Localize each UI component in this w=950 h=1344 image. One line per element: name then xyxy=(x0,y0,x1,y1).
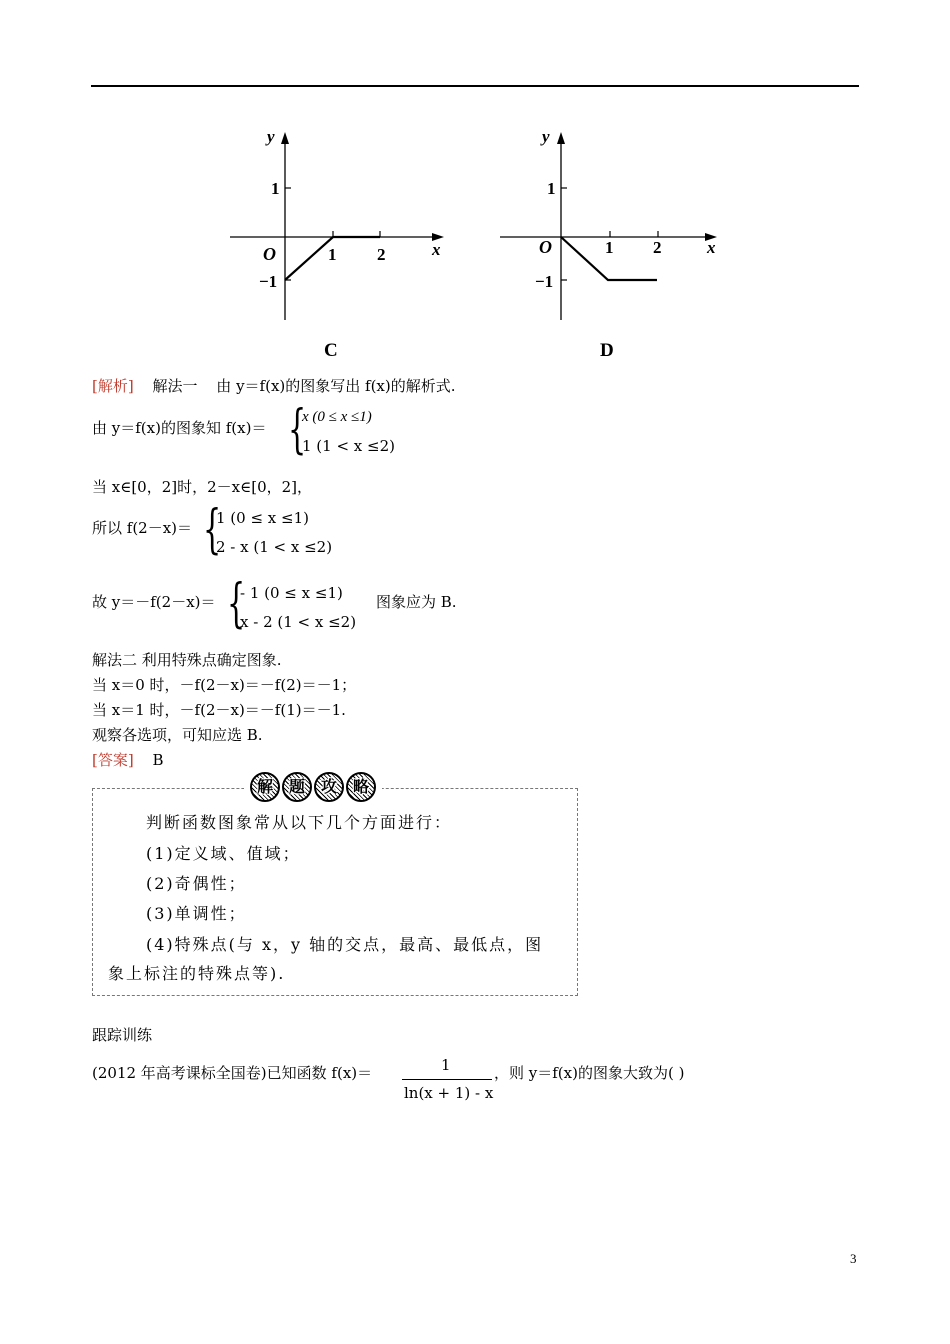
tips-title-char: 解 xyxy=(250,772,280,802)
answer-tag: [答案] xyxy=(92,751,134,769)
tick-y-pos: 1 xyxy=(271,179,280,198)
y-case1: - 1 (0 ≤ x ≤1) xyxy=(240,584,343,602)
method2-line1: 当 x＝0 时，－f(2－x)＝－f(2)＝－1； xyxy=(92,676,357,694)
fx-definition-prefix: 由 y＝f(x)的图象知 f(x)＝ xyxy=(92,419,267,437)
tips-item4: (4)特殊点(与 x，y 轴的交点，最高、最低点，图 xyxy=(146,935,544,954)
answer-line xyxy=(92,750,164,770)
question-prefix: (2012 年高考课标全国卷)已知函数 f(x)＝ xyxy=(92,1064,373,1082)
method1-title: 解法一 xyxy=(152,377,198,395)
graph-d-label: D xyxy=(600,340,614,361)
tick-x2: 2 xyxy=(377,245,386,264)
tick-x2: 2 xyxy=(653,238,662,257)
analysis-line1 xyxy=(92,376,456,396)
tips-item4-cont: 象上标注的特殊点等). xyxy=(108,964,286,983)
fraction-numerator: 1 xyxy=(441,1056,451,1074)
tips-title xyxy=(244,772,382,802)
y-axis-label: y xyxy=(542,127,550,146)
brace: { xyxy=(227,574,246,634)
tips-item3: (3)单调性； xyxy=(146,904,247,923)
y-arrow xyxy=(281,132,289,144)
practice-heading: 跟踪训练 xyxy=(92,1026,153,1044)
fx-case1: x (0 ≤ x ≤1) xyxy=(302,409,372,425)
origin-label: O xyxy=(263,244,276,264)
question-suffix: ，则 y＝f(x)的图象大致为( ) xyxy=(494,1064,685,1082)
tips-item1: (1)定义域、值域； xyxy=(146,844,301,863)
analysis-tag: [解析] xyxy=(92,377,134,395)
tick-x1: 1 xyxy=(605,238,614,257)
fraction-bar xyxy=(402,1079,492,1080)
origin-label: O xyxy=(539,237,552,257)
y-case2: x - 2 (1 < x ≤2) xyxy=(240,613,357,631)
tick-x1: 1 xyxy=(328,245,337,264)
y-prefix: 故 y＝－f(2－x)＝ xyxy=(92,593,216,611)
tick-y-pos: 1 xyxy=(547,179,556,198)
y-axis-label: y xyxy=(267,127,275,146)
tips-title-char: 攻 xyxy=(314,772,344,802)
y-conclusion: 图象应为 B. xyxy=(376,593,457,611)
page-number: 3 xyxy=(850,1251,857,1266)
graph-d xyxy=(495,120,730,325)
fx-case2: 1 (1 < x ≤2) xyxy=(302,437,396,455)
fraction-denominator: ln(x + 1) - x xyxy=(404,1084,494,1102)
f2x-case1: 1 (0 ≤ x ≤1) xyxy=(216,509,310,527)
tips-item2: (2)奇偶性； xyxy=(146,874,247,893)
method1-text: 由 y＝f(x)的图象写出 f(x)的解析式. xyxy=(216,377,456,395)
tick-y-neg: −1 xyxy=(259,272,278,291)
top-rule xyxy=(91,85,859,87)
tips-intro: 判断函数图象常从以下几个方面进行： xyxy=(146,813,453,832)
y-arrow xyxy=(557,132,565,144)
method2-line2: 当 x＝1 时，－f(2－x)＝－f(1)＝－1. xyxy=(92,701,346,719)
graph-c-label: C xyxy=(324,340,338,361)
brace: { xyxy=(288,400,307,460)
domain-line: 当 x∈[0，2]时，2－x∈[0，2]， xyxy=(92,478,313,496)
x-axis-label: x xyxy=(707,238,716,257)
brace: { xyxy=(203,500,222,560)
method2-line: 解法二 利用特殊点确定图象. xyxy=(92,651,282,669)
method2-line3: 观察各选项，可知应选 B. xyxy=(92,726,263,744)
tick-y-neg: −1 xyxy=(535,272,554,291)
graph-c xyxy=(225,120,450,325)
answer-value: B xyxy=(152,751,164,769)
tips-title-char: 略 xyxy=(346,772,376,802)
f2x-prefix: 所以 f(2－x)＝ xyxy=(92,519,193,537)
f2x-case2: 2 - x (1 < x ≤2) xyxy=(216,538,333,556)
tips-title-char: 题 xyxy=(282,772,312,802)
x-axis-label: x xyxy=(432,240,441,259)
